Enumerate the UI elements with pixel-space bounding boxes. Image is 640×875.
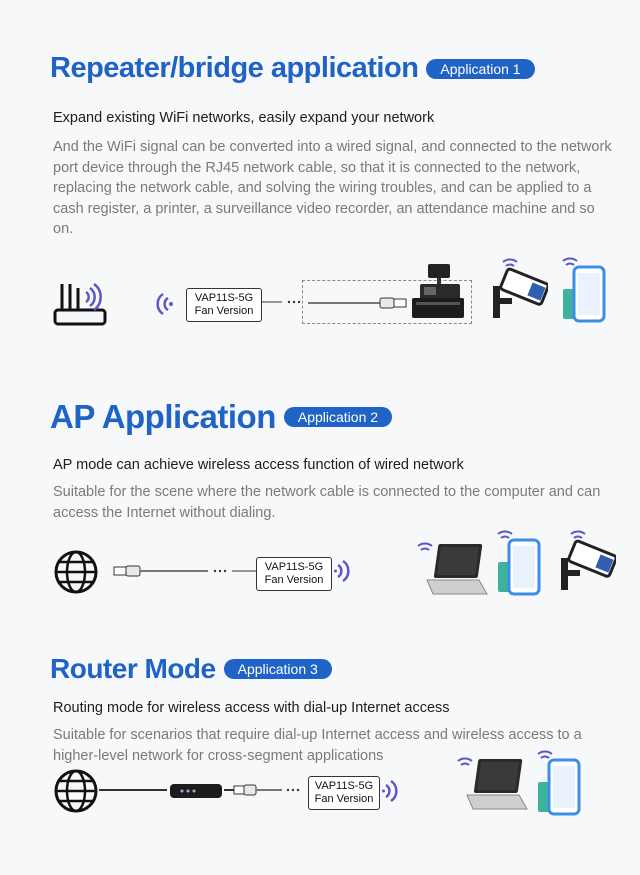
section-3-subtitle: Routing mode for wireless access with dial-up Internet access [53, 700, 450, 716]
device-model: VAP11S-5G [194, 292, 254, 304]
section-2-description: Suitable for the scene where the network cable is connected to the computer and can access the Internet without dialing. [53, 484, 601, 521]
device-model: VAP11S-5G [314, 780, 374, 792]
device-box-3 [308, 776, 380, 810]
section-3-title: Router Mode [50, 653, 216, 684]
ethernet-plug-icon [308, 296, 408, 310]
ethernet-plug-icon [224, 783, 306, 797]
device-version: Fan Version [314, 793, 374, 805]
section-2-header [50, 398, 392, 436]
wifi-signal-icon [150, 290, 174, 318]
section-1-subtitle: Expand existing WiFi networks, easily expand your network [53, 110, 435, 126]
device-version: Fan Version [264, 574, 324, 586]
router-icon [52, 280, 110, 330]
section-1-description: And the WiFi signal can be converted into a wired signal, and connected to the network port device through the RJ45 network cable, so that it is connected to the network, replacing the network cable, and solving the wiring troubles, and can be applied to a cash register, a printer, a surveillance video recorder, an attendance machine and so on. [53, 139, 612, 237]
smartphone-icon [535, 748, 587, 816]
section-3-badge: Application 3 [224, 659, 332, 679]
device-box-2 [256, 557, 332, 591]
section-1-header [50, 52, 535, 85]
section-2-badge: Application 2 [284, 407, 392, 427]
laptop-icon [455, 755, 531, 815]
security-camera-icon [558, 530, 616, 594]
modem-icon [168, 781, 224, 801]
globe-icon [53, 768, 99, 814]
smartphone-icon [495, 528, 547, 596]
wifi-signal-icon [334, 557, 356, 585]
device-box-1 [186, 288, 262, 322]
section-1-title: Repeater/bridge application [50, 52, 419, 84]
section-2-title: AP Application [50, 398, 276, 435]
cable-line [99, 789, 167, 791]
section-3-header [50, 653, 332, 685]
section-2-subtitle: AP mode can achieve wireless access function of wired network [53, 457, 464, 473]
section-3-description: Suitable for scenarios that require dial-up Internet access and wireless access to a higher-level network for cross-segment applications [53, 727, 582, 764]
smartphone-icon [560, 255, 612, 323]
cash-register-icon [408, 262, 468, 322]
laptop-icon [415, 540, 491, 600]
wifi-signal-icon [382, 777, 404, 805]
globe-icon [53, 549, 99, 595]
device-version: Fan Version [194, 305, 254, 317]
ethernet-plug-icon [112, 564, 258, 578]
device-model: VAP11S-5G [264, 561, 324, 573]
security-camera-icon [490, 258, 548, 322]
cable-connector [262, 296, 302, 308]
section-1-badge: Application 1 [426, 59, 534, 79]
